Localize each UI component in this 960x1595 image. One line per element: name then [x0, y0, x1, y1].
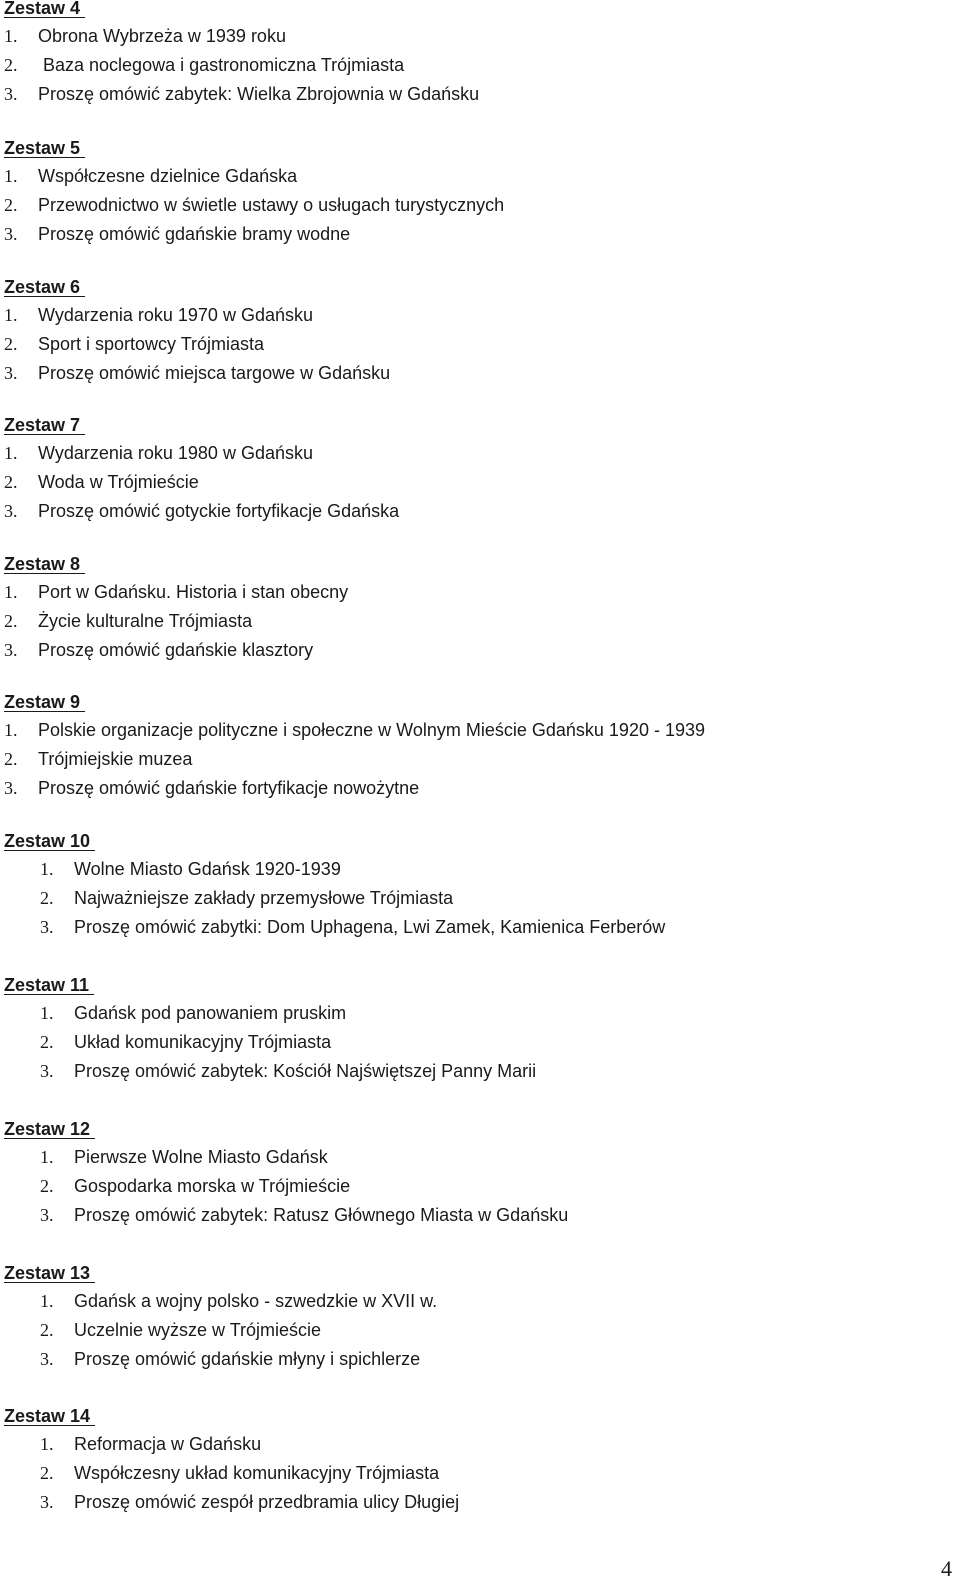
list-item	[4, 1057, 536, 1086]
set-7	[4, 411, 399, 526]
list-item	[4, 1201, 568, 1230]
item-text: Proszę omówić zabytki: Dom Uphagena, Lwi Zamek, Kamienica Ferberów	[74, 917, 666, 937]
item-number: 1.	[40, 1291, 54, 1311]
set-12	[4, 1115, 568, 1230]
item-text: Proszę omówić miejsca targowe w Gdańsku	[38, 363, 391, 383]
item-text: Proszę omówić zabytek: Wielka Zbrojownia w Gdańsku	[38, 84, 480, 104]
set-title: Zestaw 10	[4, 831, 96, 851]
item-text: Układ komunikacyjny Trójmiasta	[74, 1032, 332, 1052]
item-number: 2.	[40, 888, 54, 908]
set-title: Zestaw 7	[4, 415, 86, 435]
list-item	[4, 716, 705, 745]
list-item	[4, 1172, 568, 1201]
set-title: Zestaw 8	[4, 554, 86, 574]
set-title: Zestaw 13	[4, 1263, 96, 1283]
list-item	[4, 191, 504, 220]
item-number: 2.	[4, 55, 18, 75]
item-number: 2.	[4, 195, 18, 215]
item-number: 3.	[4, 84, 18, 104]
item-text: Wydarzenia roku 1970 w Gdańsku	[38, 305, 313, 325]
set-5	[4, 134, 504, 249]
item-text: Pierwsze Wolne Miasto Gdańsk	[74, 1147, 328, 1167]
set-10	[4, 827, 665, 942]
list-item	[4, 22, 479, 51]
set-title: Zestaw 9	[4, 692, 86, 712]
item-number: 3.	[40, 1061, 54, 1081]
item-number: 1.	[40, 1147, 54, 1167]
item-number: 2.	[4, 749, 18, 769]
list-item	[4, 1316, 437, 1345]
item-text: Sport i sportowcy Trójmiasta	[38, 334, 265, 354]
set-6	[4, 273, 390, 388]
set-title: Zestaw 11	[4, 975, 95, 995]
item-text: Proszę omówić gdańskie młyny i spichlerze	[74, 1349, 421, 1369]
set-14	[4, 1402, 459, 1517]
list-item	[4, 578, 348, 607]
list-item	[4, 884, 665, 913]
item-text: Najważniejsze zakłady przemysłowe Trójmiasta	[74, 888, 454, 908]
item-text: Gdańsk a wojny polsko - szwedzkie w XVII w.	[74, 1291, 438, 1311]
set-9	[4, 688, 705, 803]
item-text: Uczelnie wyższe w Trójmieście	[74, 1320, 322, 1340]
item-number: 3.	[40, 1492, 54, 1512]
list-item	[4, 301, 390, 330]
item-number: 1.	[4, 443, 18, 463]
list-item	[4, 1143, 568, 1172]
item-text: Proszę omówić gdańskie fortyfikacje nowożytne	[38, 778, 420, 798]
item-text: Współczesne dzielnice Gdańska	[38, 166, 298, 186]
item-number: 1.	[4, 26, 18, 46]
item-text: Proszę omówić gdańskie klasztory	[38, 640, 314, 660]
item-text: Proszę omówić zabytek: Ratusz Głównego Miasta w Gdańsku	[74, 1205, 569, 1225]
item-number: 3.	[4, 224, 18, 244]
set-13	[4, 1259, 437, 1374]
list-item	[4, 855, 665, 884]
list-item	[4, 636, 348, 665]
set-title: Zestaw 12	[4, 1119, 96, 1139]
list-item	[4, 745, 705, 774]
list-item	[4, 497, 399, 526]
item-text: Przewodnictwo w świetle ustawy o usługach turystycznych	[38, 195, 505, 215]
list-item	[4, 162, 504, 191]
list-item	[4, 330, 390, 359]
item-number: 2.	[40, 1176, 54, 1196]
item-number: 3.	[4, 501, 18, 521]
set-title: Zestaw 14	[4, 1406, 96, 1426]
item-number: 1.	[4, 582, 18, 602]
list-item	[4, 359, 390, 388]
item-text: Gdańsk pod panowaniem pruskim	[74, 1003, 347, 1023]
item-number: 3.	[40, 917, 54, 937]
list-item	[4, 1028, 536, 1057]
item-text: Wolne Miasto Gdańsk 1920-1939	[74, 859, 341, 879]
item-number: 3.	[4, 363, 18, 383]
item-text: Reformacja w Gdańsku	[74, 1434, 262, 1454]
list-item	[4, 220, 504, 249]
item-number: 1.	[40, 1003, 54, 1023]
item-number: 3.	[4, 640, 18, 660]
item-number: 1.	[4, 305, 18, 325]
item-text: Proszę omówić gotyckie fortyfikacje Gdańska	[38, 501, 400, 521]
item-number: 1.	[4, 166, 18, 186]
set-title: Zestaw 6	[4, 277, 86, 297]
item-text: Proszę omówić gdańskie bramy wodne	[38, 224, 351, 244]
item-text: Gospodarka morska w Trójmieście	[74, 1176, 351, 1196]
item-number: 3.	[4, 778, 18, 798]
item-number: 2.	[4, 334, 18, 354]
list-item	[4, 913, 665, 942]
set-11	[4, 971, 536, 1086]
list-item	[4, 1459, 459, 1488]
item-number: 2.	[4, 472, 18, 492]
list-item	[4, 1287, 437, 1316]
item-text: Wydarzenia roku 1980 w Gdańsku	[38, 443, 313, 463]
item-number: 1.	[40, 1434, 54, 1454]
item-text: Proszę omówić zespół przedbramia ulicy Długiej	[74, 1492, 460, 1512]
item-text: Port w Gdańsku. Historia i stan obecny	[38, 582, 349, 602]
list-item	[4, 607, 348, 636]
item-number: 2.	[40, 1320, 54, 1340]
list-item	[4, 1430, 459, 1459]
item-text: Woda w Trójmieście	[38, 472, 199, 492]
list-item	[4, 1488, 459, 1517]
item-text: Baza noclegowa i gastronomiczna Trójmiasta	[38, 55, 405, 75]
item-text: Trójmiejskie muzea	[38, 749, 193, 769]
list-item	[4, 999, 536, 1028]
set-title: Zestaw 5	[4, 138, 86, 158]
item-text: Współczesny układ komunikacyjny Trójmiasta	[74, 1463, 440, 1483]
list-item	[4, 1345, 437, 1374]
item-number: 1.	[40, 859, 54, 879]
item-text: Proszę omówić zabytek: Kościół Najświętszej Panny Marii	[74, 1061, 537, 1081]
set-title: Zestaw 4	[4, 0, 86, 18]
list-item	[4, 774, 705, 803]
list-item	[4, 80, 479, 109]
item-number: 2.	[40, 1463, 54, 1483]
item-number: 3.	[40, 1205, 54, 1225]
item-number: 3.	[40, 1349, 54, 1369]
set-4	[4, 0, 479, 109]
item-number: 2.	[40, 1032, 54, 1052]
item-text: Polskie organizacje polityczne i społeczne w Wolnym Mieście Gdańsku 1920 - 1939	[38, 720, 706, 740]
set-8	[4, 550, 348, 665]
item-text: Obrona Wybrzeża w 1939 roku	[38, 26, 286, 46]
page-number: 4	[941, 1556, 952, 1581]
item-number: 2.	[4, 611, 18, 631]
item-number: 1.	[4, 720, 18, 740]
list-item	[4, 468, 399, 497]
list-item	[4, 51, 479, 80]
list-item	[4, 439, 399, 468]
item-text: Życie kulturalne Trójmiasta	[38, 611, 253, 631]
